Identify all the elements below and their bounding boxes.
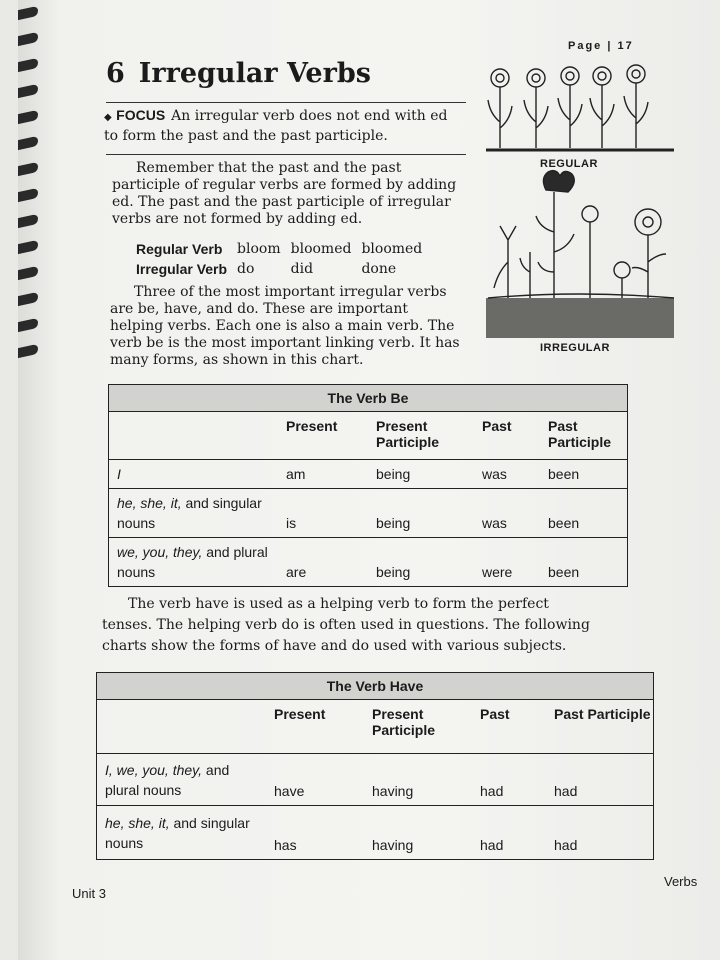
spiral-binding	[18, 0, 40, 380]
chapter-number: 6	[106, 58, 125, 89]
subject-tail: and singular nouns	[105, 814, 250, 851]
row-subject	[109, 538, 286, 587]
subject-tail: and plural nouns	[105, 761, 230, 798]
cell-past-participle: had	[553, 806, 654, 860]
subject-pronouns: I	[117, 466, 121, 482]
table-row	[109, 538, 628, 587]
table-row	[109, 460, 628, 489]
footer-unit: Unit 3	[72, 886, 106, 901]
header-past: Past	[482, 418, 512, 434]
example-pp: bloomed	[361, 241, 423, 257]
example-kind: Regular Verb	[136, 241, 223, 257]
subject-tail: and plural nouns	[117, 544, 268, 580]
cell-present-participle: having	[371, 806, 479, 860]
row-subject	[109, 460, 286, 489]
diamond-bullet-icon: ◆	[104, 112, 112, 123]
textbook-page	[18, 0, 720, 960]
cell-present: have	[273, 754, 371, 806]
table-row	[109, 489, 628, 538]
header-present: Present	[274, 706, 326, 722]
cell-present: is	[285, 489, 375, 538]
example-pp: done	[361, 261, 397, 277]
example-base: do	[237, 261, 255, 277]
flowers-illustration	[486, 62, 676, 342]
paragraph-helping-verbs: Three of the most important irregular verbs are be, have, and do. These are important helping verbs. Each one is also a main verb. The verb be is the most important linking verb. It has many forms, as shown in this chart.	[110, 284, 460, 368]
header-present-participle: Present Participle	[372, 706, 436, 738]
cell-past: were	[481, 538, 547, 587]
spiral-ring	[18, 136, 38, 150]
spiral-ring	[18, 110, 38, 124]
caption-irregular: IRREGULAR	[540, 342, 610, 354]
header-present-participle: Present Participle	[376, 418, 440, 450]
spiral-ring	[18, 188, 38, 202]
cell-present-participle: having	[371, 754, 479, 806]
paragraph-intro: Remember that the past and the past participle of regular verbs are formed by adding ed. The past and the past participle of irregular verbs are not formed by adding ed.	[112, 160, 457, 227]
cell-present-participle: being	[375, 460, 481, 489]
focus-text: An irregular verb does not end with ed to form the past and the past participle.	[104, 108, 448, 144]
spiral-ring	[18, 162, 38, 176]
regular-flowers-icon	[486, 65, 674, 150]
spiral-ring	[18, 318, 38, 332]
table-header-row	[109, 412, 628, 460]
spiral-ring	[18, 84, 38, 98]
header-past-participle: Past Participle	[553, 700, 654, 754]
example-base: bloom	[237, 241, 281, 257]
example-row	[136, 240, 430, 258]
spiral-ring	[18, 6, 38, 20]
subject-pronouns: we, you, they,	[117, 544, 203, 560]
spiral-ring	[18, 58, 38, 72]
divider	[106, 154, 466, 155]
table-row	[97, 754, 654, 806]
paragraph-have-do: The verb have is used as a helping verb to form the perfect tenses. The helping verb do is often used in questions. The following charts show the forms of have and do used with various subjects.	[102, 596, 590, 654]
table-verb-have	[96, 672, 654, 860]
focus-box	[104, 106, 464, 145]
irregular-flowers-icon	[486, 171, 674, 338]
table-title-row	[97, 673, 654, 700]
cell-past: had	[479, 806, 553, 860]
chapter-heading	[106, 58, 371, 89]
table-verb-be	[108, 384, 628, 587]
cell-past: was	[481, 460, 547, 489]
table-title: The Verb Be	[109, 385, 628, 412]
focus-label: FOCUS	[116, 107, 166, 123]
spiral-ring	[18, 214, 38, 228]
cell-present: are	[285, 538, 375, 587]
spiral-ring	[18, 292, 38, 306]
header-past-participle: Past Participle	[547, 412, 628, 460]
spiral-ring	[18, 32, 38, 46]
cell-past-participle: been	[547, 460, 628, 489]
cell-present: am	[285, 460, 375, 489]
spiral-ring	[18, 266, 38, 280]
cell-past-participle: been	[547, 538, 628, 587]
spiral-ring	[18, 240, 38, 254]
verb-examples	[134, 238, 432, 280]
caption-regular: REGULAR	[540, 158, 598, 170]
example-kind: Irregular Verb	[136, 261, 228, 277]
subject-pronouns: he, she, it,	[117, 495, 182, 511]
spiral-ring	[18, 344, 38, 358]
subject-pronouns: I, we, you, they,	[105, 761, 203, 778]
cell-present: has	[273, 806, 371, 860]
example-row	[136, 260, 430, 278]
row-subject	[97, 806, 274, 860]
header-past: Past	[480, 706, 510, 722]
cell-past: had	[479, 754, 553, 806]
cell-past-participle: had	[553, 754, 654, 806]
cell-past: was	[481, 489, 547, 538]
footer-section: Verbs	[664, 874, 698, 889]
table-title-row	[109, 385, 628, 412]
header-blank	[109, 412, 286, 460]
table-title: The Verb Have	[97, 673, 654, 700]
table-row	[97, 806, 654, 860]
table-header-row	[97, 700, 654, 754]
cell-past-participle: been	[547, 489, 628, 538]
chapter-title: Irregular Verbs	[138, 58, 371, 89]
subject-tail: and singular nouns	[117, 495, 262, 531]
page-number: Page | 17	[568, 40, 634, 52]
header-present: Present	[286, 418, 338, 434]
example-past: bloomed	[290, 241, 352, 257]
subject-pronouns: he, she, it,	[105, 814, 170, 831]
row-subject	[109, 489, 286, 538]
example-past: did	[290, 261, 314, 277]
row-subject	[97, 754, 274, 806]
cell-present-participle: being	[375, 489, 481, 538]
divider	[106, 102, 466, 103]
header-blank	[97, 700, 274, 754]
cell-present-participle: being	[375, 538, 481, 587]
